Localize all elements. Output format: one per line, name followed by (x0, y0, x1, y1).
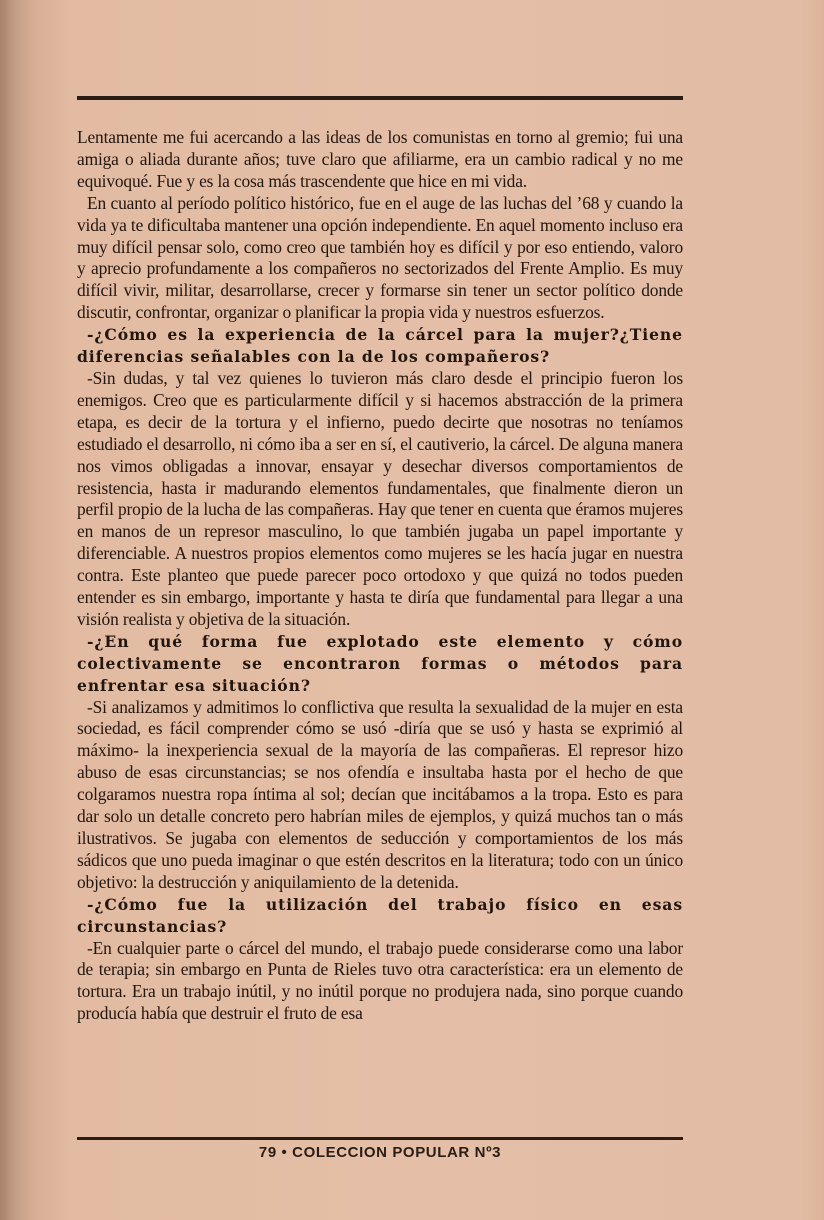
paragraph: -En cualquier parte o cárcel del mundo, el trabajo puede considerarse como una labor de terapia; sin embargo en Punta de Rieles tuvo otra característica: era un elemento de tortura. Era un trabajo inútil, y no inútil porque no produjera nada, sino porque cuando producía había que destruir el fruto de esa (77, 937, 683, 1024)
paragraph: -Sin dudas, y tal vez quienes lo tuvieron más claro desde el principio fueron los enemigos. Creo que es particularmente difícil y si hacemos abstracción de la primera etapa, es decir de la tortura y el infierno, puedo decirte que nosotras no teníamos estudiado el desarrollo, ni cómo iba a ser en sí, el cautiverio, la cárcel. De alguna manera nos vimos obligadas a innovar, ensayar y desechar diversos comportamientos de resistencia, hasta ir madurando elementos fundamentales, que finalmente dieron un perfil propio de la lucha de las compañeras. Hay que tener en cuenta que éramos mujeres en manos de un represor masculino, lo que también jugaba un papel importante y diferenciable. A nuestros propios elementos como mujeres se les hacía jugar en nuestra contra. Este planteo que puede parecer poco ortodoxo y que quizá no todos pueden entender es sin embargo, importante y hasta te diría que fundamental para llegar a una visión realista y objetiva de la situación. (77, 367, 683, 629)
header-rule (77, 96, 683, 100)
footer-rule (77, 1137, 683, 1140)
paragraph: -Si analizamos y admitimos lo conflictiva que resulta la sexualidad de la mujer en esta sociedad, es fácil comprender cómo se usó -diría que se usó y hasta se exprimió al máximo- la inexperiencia sexual de la mayoría de las compañeras. El represor hizo abuso de esas circunstancias; se nos ofendía e insultaba hasta por el hecho de que colgaramos nuestra ropa íntima al sol; decían que incitábamos a la tropa. Esto es para dar solo un detalle concreto pero habrían miles de ejemplos, y quizá muchos tan o más ilustrativos. Se jugaba con elementos de seducción y comportamientos de los más sádicos que uno pueda imaginar o que estén descritos en la literatura; todo con un único objetivo: la destrucción y aniquilamiento de la detenida. (77, 696, 683, 892)
interview-question: -¿En qué forma fue explotado este elemento y cómo colectivamente se encontraron formas o métodos para enfrentar esa situación? (77, 631, 683, 695)
page-text (77, 127, 683, 1025)
paragraph: En cuanto al período político histórico, fue en el auge de las luchas del ’68 y cuando la vida ya te dificultaba mantener una opción independiente. En aquel momento incluso era muy difícil pensar solo, como creo que también hoy es difícil y por eso entiendo, valoro y aprecio profundamente a los compañeros no sectorizados del Frente Amplio. Es muy difícil vivir, militar, desarrollarse, crecer y formarse sin tener un sector político donde discutir, confrontar, organizar o planificar la propia vida y nuestros esfuerzos. (77, 192, 683, 323)
interview-question: -¿Cómo es la experiencia de la cárcel para la mujer?¿Tiene diferencias señalables con la de los compañeros? (77, 325, 683, 367)
interview-question: -¿Cómo fue la utilización del trabajo físico en esas circunstancias? (77, 894, 683, 936)
paragraph: Lentamente me fui acercando a las ideas de los comunistas en torno al gremio; fui una amiga o aliada durante años; tuve claro que afiliarme, era un cambio radical y no me equivoqué. Fue y es la cosa más trascendente que hice en mi vida. (77, 127, 683, 191)
page-footer: 79 • COLECCION POPULAR Nº3 (258, 1144, 502, 1161)
